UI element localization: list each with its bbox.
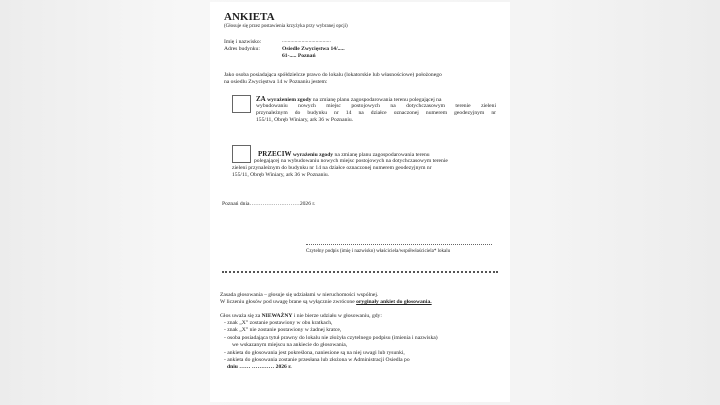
rules-line2-text: W liczeniu głosów pod uwagę brane są wyłącznie zwrócone (220, 299, 357, 305)
rule-item: - znak „X” nie zostanie postawiony w żadnej kratce, (224, 327, 342, 333)
address-label: Adres budynku: (224, 46, 260, 52)
against-checkbox[interactable] (232, 145, 251, 163)
rules-line3c: i nie bierze udziału w głosowaniu, gdy: (292, 313, 382, 319)
rule-item: - ankieta do głosowania jest pokreślona, naniesione są na niej uwagi lub rysunki, (224, 350, 405, 356)
for-text: na zmianę planu zagospodarowania terenu polegającej na (312, 97, 442, 103)
address-line2: 61-..... Poznań (282, 53, 316, 59)
against-line2: polegającej na wybudowaniu nowych miejsc postojowych na dotychczasowym terenie (254, 158, 448, 164)
date-line: Poznań dnia………………………2026 r. (222, 201, 316, 207)
subtitle: (Głosuje się przez postawienia krzyżyka przy wybranej opcji) (224, 24, 348, 29)
divider (222, 271, 498, 273)
rule-item: - osoba posiadająca tytuł prawny do lokalu nie złożyła czytelnego podpisu (imienia i nazwiska) (224, 335, 438, 341)
survey-page (210, 2, 510, 402)
rules-line3 (220, 313, 382, 320)
against-line4: 155/11, Obręb Winiary, ark 36 w Poznaniu. (232, 172, 330, 178)
intro-line1: Jako osoba posiadająca spółdzielcze prawo do lokalu (lokatorskie lub własnościowe) położonego (224, 72, 442, 78)
signature-caption: Czytelny podpis (imię i nazwisko) właściciela/współwłaściciela* lokalu (306, 249, 451, 254)
address-line1: Osiedle Zwycięstwa 14/..... (282, 46, 345, 52)
for-line3: przynależnym do budynku nr 14 na działce oznaczonej numerem geodezyjnym nr (256, 110, 496, 116)
name-field: ................................... (282, 38, 331, 44)
against-label: PRZECIW (258, 150, 292, 158)
deadline: dniu …… ………… 2026 r. (227, 364, 292, 370)
rule-item: we wskazanym miejscu na ankiecie do głosowania, (232, 342, 348, 348)
rules-line3a: Głos uważa się za (220, 313, 262, 319)
invalid-label: NIEWAŻNY (261, 313, 293, 319)
for-label: ZA (256, 95, 266, 103)
name-label: Imię i nazwisko: (224, 39, 262, 45)
rules-line2 (220, 299, 432, 306)
against-line3: zieleni przynależnym do budynku nr 14 na działce oznaczonej numerem geodezyjnym nr (232, 165, 432, 171)
for-bold: wyrażeniem zgody (267, 97, 312, 103)
rules-line1: Zasada głosowania – głosuje się udziałami w nieruchomości wspólnej. (220, 292, 379, 298)
rule-item: - ankieta do głosowania zostanie przesłana lub złożona w Administracji Osiedla po (224, 357, 410, 363)
for-line4: 155/11, Obręb Winiary, ark 36 w Poznaniu. (256, 117, 354, 123)
rule-item: - znak „X” zostanie postawiony w obu kratkach, (224, 320, 333, 326)
for-line2: wybudowaniu nowych miejsc postojowych na dotychczasowym terenie zieleni (256, 103, 496, 109)
signature-line (306, 244, 492, 245)
against-bold: wyrażeniu zgody (292, 152, 334, 158)
intro-line2: na osiedlu Zwycięstwa 14 w Poznaniu jestem: (224, 79, 328, 85)
page-title: ANKIETA (224, 11, 275, 23)
for-checkbox[interactable] (232, 95, 251, 113)
originals-emphasis: oryginały ankiet do głosowania. (356, 299, 432, 305)
against-text: na zmianę planu zagospodarowania terenu (334, 152, 430, 158)
